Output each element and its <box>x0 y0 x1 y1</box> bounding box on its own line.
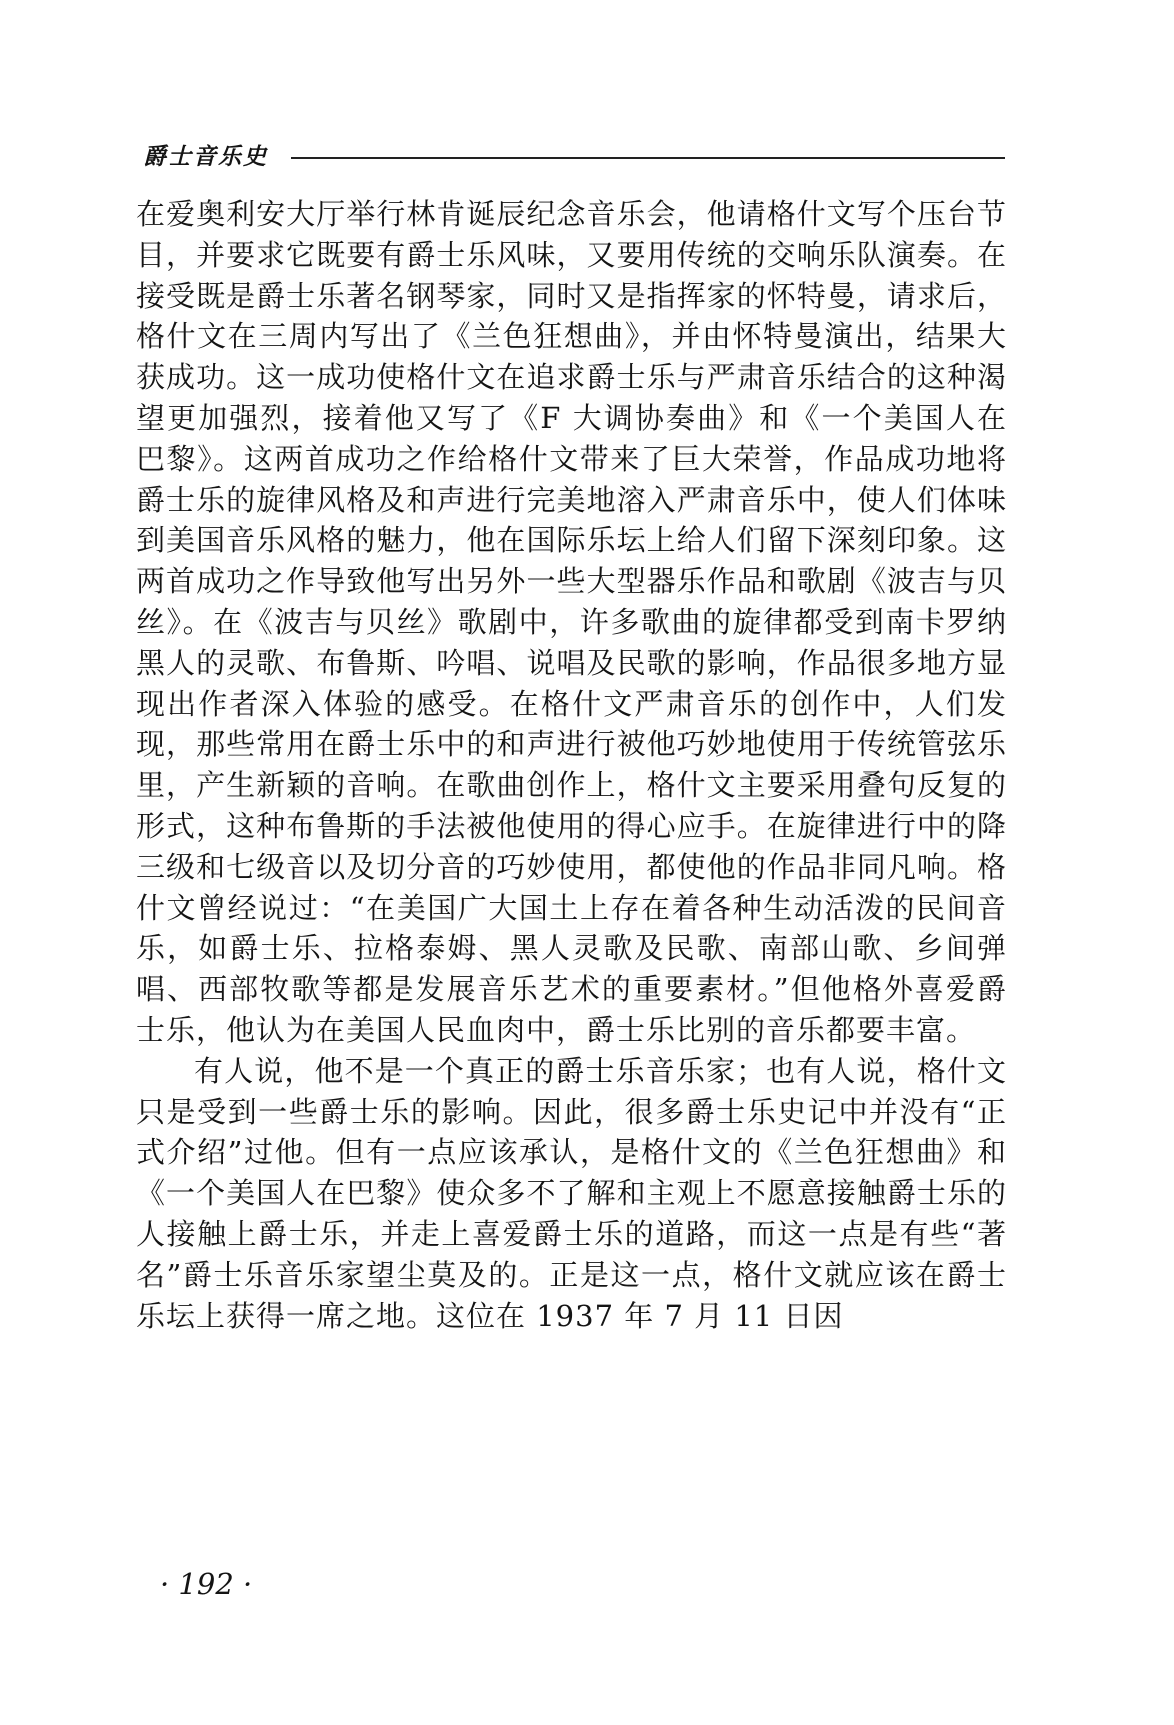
page-number: · 192 · <box>160 1567 253 1601</box>
body-text <box>136 194 1007 1336</box>
header-rule <box>291 157 1005 159</box>
running-head <box>143 142 1005 182</box>
running-title: 爵士音乐史 <box>143 143 268 170</box>
paragraph-1: 在爱奥利安大厅举行林肯诞辰纪念音乐会，他请格什文写个压台节目，并要求它既要有爵士乐风味，又要用传统的交响乐队演奏。在接受既是爵士乐著名钢琴家，同时又是指挥家的怀特曼，请求后，格什文在三周内写出了《兰色狂想曲》，并由怀特曼演出，结果大获成功。这一成功使格什文在追求爵士乐与严肃音乐结合的这种渴望更加强烈，接着他又写了《F 大调协奏曲》和《一个美国人在巴黎》。这两首成功之作给格什文带来了巨大荣誉，作品成功地将爵士乐的旋律风格及和声进行完美地溶入严肃音乐中，使人们体味到美国音乐风格的魅力，他在国际乐坛上给人们留下深刻印象。这两首成功之作导致他写出另外一些大型器乐作品和歌剧《波吉与贝丝》。在《波吉与贝丝》歌剧中，许多歌曲的旋律都受到南卡罗纳黑人的灵歌、布鲁斯、吟唱、说唱及民歌的影响，作品很多地方显现出作者深入体验的感受。在格什文严肃音乐的创作中，人们发现，那些常用在爵士乐中的和声进行被他巧妙地使用于传统管弦乐里，产生新颖的音响。在歌曲创作上，格什文主要采用叠句反复的形式，这种布鲁斯的手法被他使用的得心应手。在旋律进行中的降三级和七级音以及切分音的巧妙使用，都使他的作品非同凡响。格什文曾经说过：“在美国广大国土上存在着各种生动活泼的民间音乐，如爵士乐、拉格泰姆、黑人灵歌及民歌、南部山歌、乡间弹唱、西部牧歌等都是发展音乐艺术的重要素材。”但他格外喜爱爵士乐，他认为在美国人民血肉中，爵士乐比别的音乐都要丰富。 <box>136 197 1007 1047</box>
paragraph-2: 有人说，他不是一个真正的爵士乐音乐家；也有人说，格什文只是受到一些爵士乐的影响。因此，很多爵士乐史记中并没有“正式介绍”过他。但有一点应该承认，是格什文的《兰色狂想曲》和《一个美国人在巴黎》使众多不了解和主观上不愿意接触爵士乐的人接触上爵士乐，并走上喜爱爵士乐的道路，而这一点是有些“著名”爵士乐音乐家望尘莫及的。正是这一点，格什文就应该在爵士乐坛上获得一席之地。这位在 1937 年 7 月 11 日因 <box>136 1053 1007 1333</box>
